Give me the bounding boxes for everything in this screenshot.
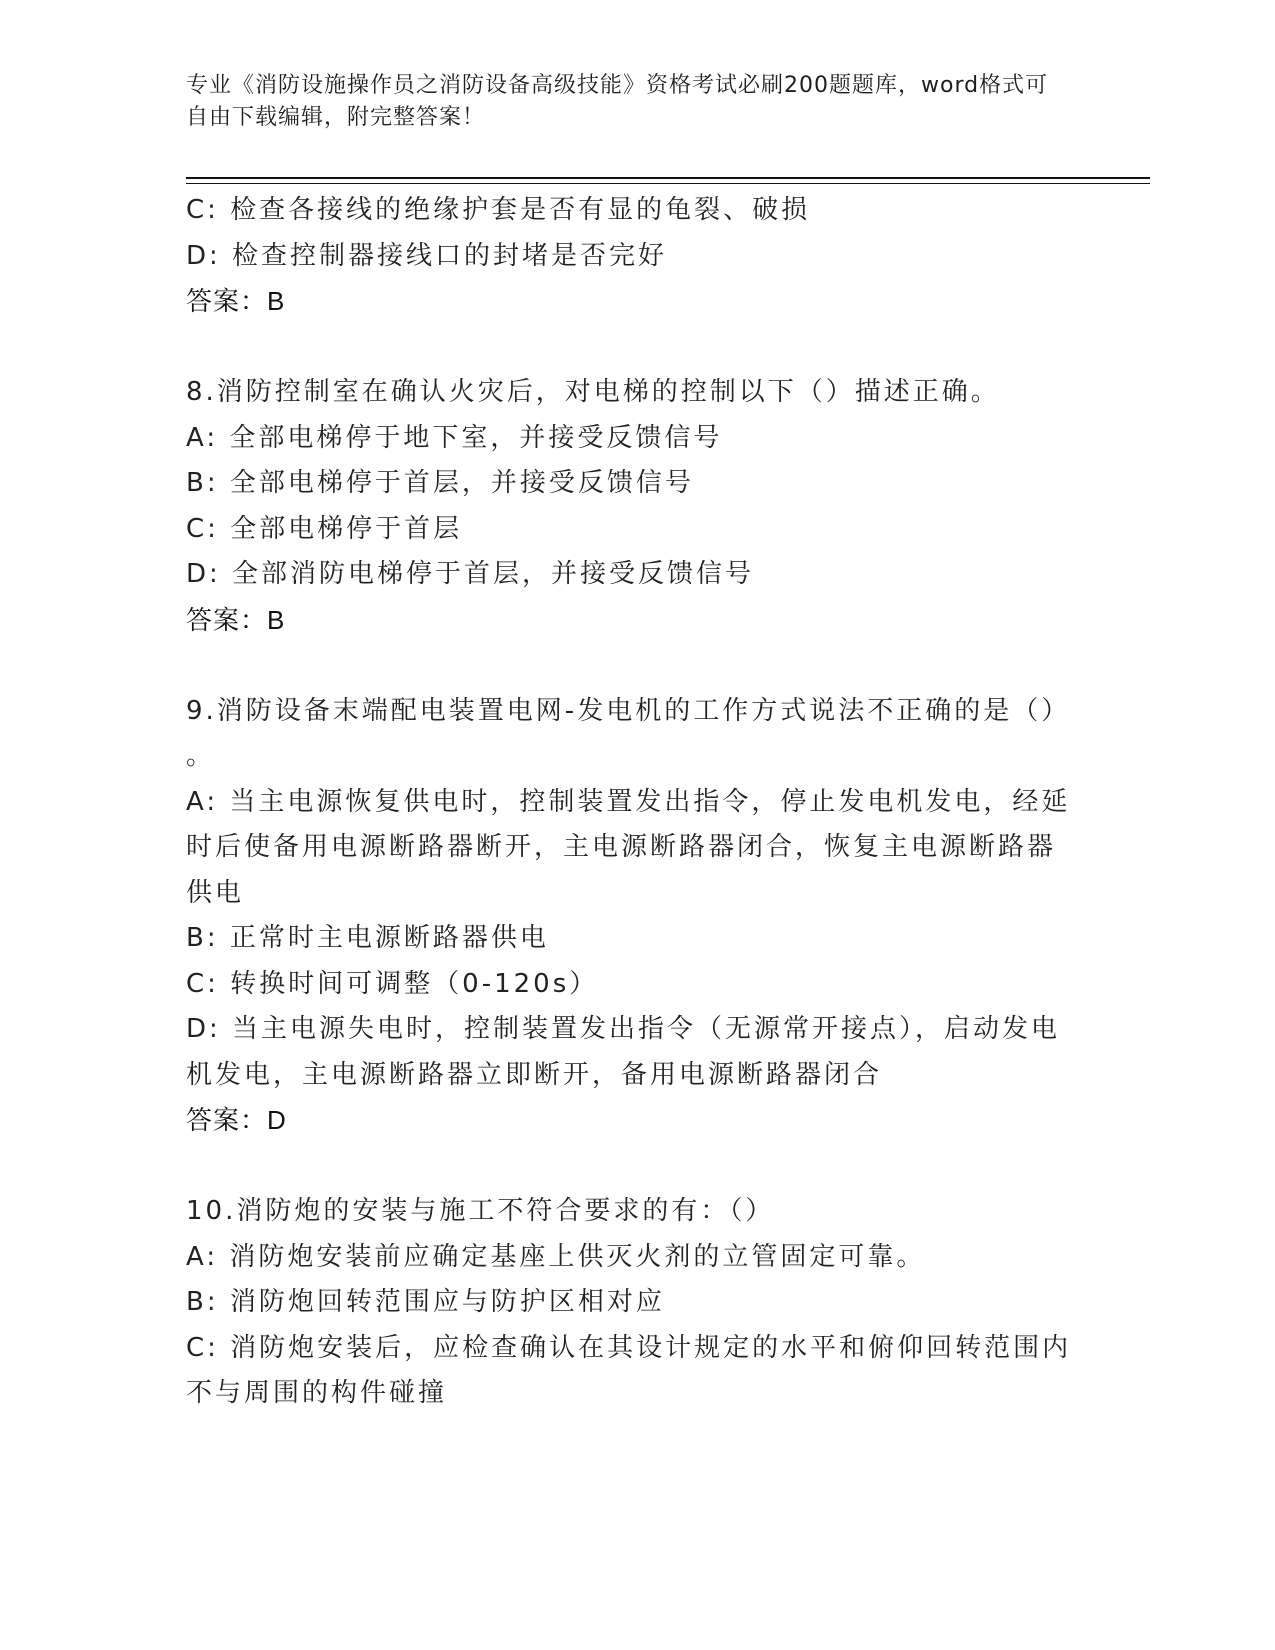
header-divider-thick [186, 177, 1150, 179]
option-c: C: 检查各接线的绝缘护套是否有显的龟裂、破损 [186, 195, 811, 225]
spacer [186, 325, 1086, 371]
spacer [186, 1144, 1086, 1190]
question-9 [186, 689, 1086, 1144]
option-a-line-1: A: 当主电源恢复供电时，控制装置发出指令，停止发电机发电，经延 [186, 786, 1071, 817]
option-c: C: 全部电梯停于首层 [186, 513, 463, 544]
answer-line: 答案：D [186, 1105, 287, 1135]
option-d-line-2: 机发电，主电源断路器立即断开，备用电源断路器闭合 [186, 1059, 883, 1090]
option-a: A: 全部电梯停于地下室，并接受反馈信号 [186, 422, 723, 453]
question-stem: 8.消防控制室在确认火灾后，对电梯的控制以下（）描述正确。 [186, 377, 1000, 407]
option-b: B: 全部电梯停于首层，并接受反馈信号 [186, 468, 694, 498]
spacer [186, 643, 1086, 689]
header-divider-thin [186, 183, 1150, 184]
question-stem-line-1: 9.消防设备末端配电装置电网-发电机的工作方式说法不正确的是（） [186, 695, 1071, 726]
question-10 [186, 1189, 1086, 1417]
answer-line: 答案：B [186, 286, 286, 316]
option-b: B: 消防炮回转范围应与防护区相对应 [186, 1287, 665, 1317]
question-8 [186, 370, 1086, 643]
option-c-line-1: C: 消防炮安装后，应检查确认在其设计规定的水平和俯仰回转范围内 [186, 1332, 1072, 1363]
answer-line: 答案：B [186, 604, 286, 635]
option-d: D: 检查控制器接线口的封堵是否完好 [186, 240, 668, 271]
option-d-line-1: D: 当主电源失电时，控制装置发出指令（无源常开接点），启动发电 [186, 1014, 1061, 1044]
option-a-line-3: 供电 [186, 877, 245, 908]
document-header: 专业《消防设施操作员之消防设备高级技能》资格考试必刷200题题库，word格式可自由下载编辑，附完整答案！ [186, 73, 1049, 130]
option-c-line-2: 不与周围的构件碰撞 [186, 1378, 448, 1408]
option-c: C: 转换时间可调整（0-120s） [186, 968, 599, 999]
question-stem: 10.消防炮的安装与施工不符合要求的有：（） [186, 1196, 775, 1226]
option-a: A: 消防炮安装前应确定基座上供灭火剂的立管固定可靠。 [186, 1241, 926, 1272]
partial-question [186, 188, 1086, 325]
option-b: B: 正常时主电源断路器供电 [186, 923, 549, 953]
question-content [186, 188, 1086, 1417]
option-a-line-2: 时后使备用电源断路器断开，主电源断路器闭合，恢复主电源断路器 [186, 832, 1057, 862]
option-d: D: 全部消防电梯停于首层，并接受反馈信号 [186, 559, 755, 589]
question-stem-line-2: 。 [186, 741, 216, 771]
